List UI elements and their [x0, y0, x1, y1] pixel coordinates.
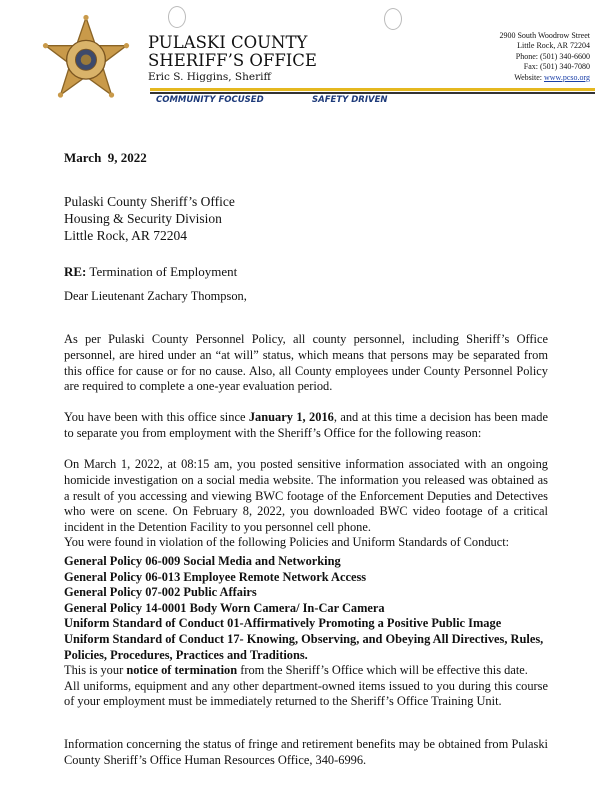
punch-hole: [168, 6, 186, 28]
notice-of-termination: notice of termination: [126, 663, 238, 677]
text: You have been with this office since: [64, 410, 249, 425]
re-text: Termination of Employment: [86, 264, 238, 279]
paragraph-termination: [64, 663, 548, 710]
recipient-line: Housing & Security Division: [64, 211, 222, 226]
tagline-community: COMMUNITY FOCUSED: [156, 95, 264, 105]
hire-date: January 1, 2016: [248, 410, 334, 425]
paragraph-reason: On March 1, 2022, at 08:15 am, you posted sensitive information associated with an ongoing homicide investigation on a social media website. The information you released was obtained as a result of you accessing and viewing BWC footage of the Enforcement Deputies and Detectives who were on scene. On February 8, 2022, you downloaded BWC video footage of a critical incident in the Detention Facility to you personnel cell phone.: [64, 457, 548, 534]
recipient-line: Little Rock, AR 72204: [64, 228, 187, 243]
website-label: Website:: [514, 72, 542, 82]
re-label: RE:: [64, 264, 87, 279]
termination-notice: [64, 663, 548, 679]
policy-item: General Policy 06-013 Employee Remote Network Access: [64, 569, 367, 584]
tagline-safety: SAFETY DRIVEN: [312, 95, 388, 105]
sheriff-name: Eric S. Higgins, Sheriff: [148, 71, 271, 83]
subject-line: [64, 264, 548, 280]
paragraph-at-will: As per Pulaski County Personnel Policy, all county personnel, including Sheriff’s Office personnel, are hired under an “at will” status, which means that persons may be separated from this office for cause or for no cause. Also, all County employees under County Personnel Policy are required to complete a one-year evaluation period.: [64, 332, 548, 394]
address-website: [499, 73, 590, 83]
website-link[interactable]: www.pcso.org: [544, 72, 590, 82]
policy-item: General Policy 06-009 Social Media and Networking: [64, 554, 341, 568]
paragraph-employment: [64, 410, 548, 441]
return-items-text: All uniforms, equipment and any other department-owned items issued to you during this course of your employment must be immediately returned to the Sheriff’s Office Training Unit.: [64, 678, 548, 709]
text: , and at this time a decision has been made to separate you from employment with the Sheriff’s Office for the following reason:: [64, 410, 548, 440]
office-address: [499, 31, 590, 83]
address-street: 2900 South Woodrow Street: [499, 31, 590, 40]
address-phone: Phone: (501) 340-6600: [515, 51, 590, 61]
policy-item: Uniform Standard of Conduct 01-Affirmatively Promoting a Positive Public Image: [64, 616, 502, 631]
text: from the Sheriff’s Office which will be effective this date.: [237, 663, 528, 677]
paragraph-violations-intro: You were found in violation of the following Policies and Uniform Standards of Conduct:: [64, 535, 510, 550]
dark-divider: [150, 92, 595, 94]
paragraph-benefits: Information concerning the status of fringe and retirement benefits may be obtained from Pulaski County Sheriff’s Office Human Resources Office, 340-6996.: [64, 737, 548, 767]
policy-item: General Policy 07-002 Public Affairs: [64, 585, 257, 600]
org-name-line1: PULASKI COUNTY: [148, 33, 308, 52]
letter-date: March 9, 2022: [64, 150, 147, 165]
gold-divider: [150, 88, 595, 91]
policy-item: Uniform Standard of Conduct 17- Knowing, Observing, and Obeying All Directives, Rules, Policies, Procedures, Practices and Traditions.: [64, 631, 544, 662]
address-fax: Fax: (501) 340-7080: [523, 62, 590, 72]
recipient-address: [64, 193, 548, 244]
text: This is your: [64, 663, 127, 677]
org-name-line2: SHERIFF’S OFFICE: [148, 51, 317, 70]
recipient-line: Pulaski County Sheriff’s Office: [64, 194, 235, 209]
sheriff-star-badge-logo: [42, 14, 130, 102]
punch-hole: [384, 8, 402, 30]
policy-item: General Policy 14-0001 Body Worn Camera/ In-Car Camera: [64, 600, 385, 615]
policy-list: [64, 554, 548, 663]
salutation: Dear Lieutenant Zachary Thompson,: [64, 289, 247, 303]
address-city: Little Rock, AR 72204: [517, 41, 590, 51]
